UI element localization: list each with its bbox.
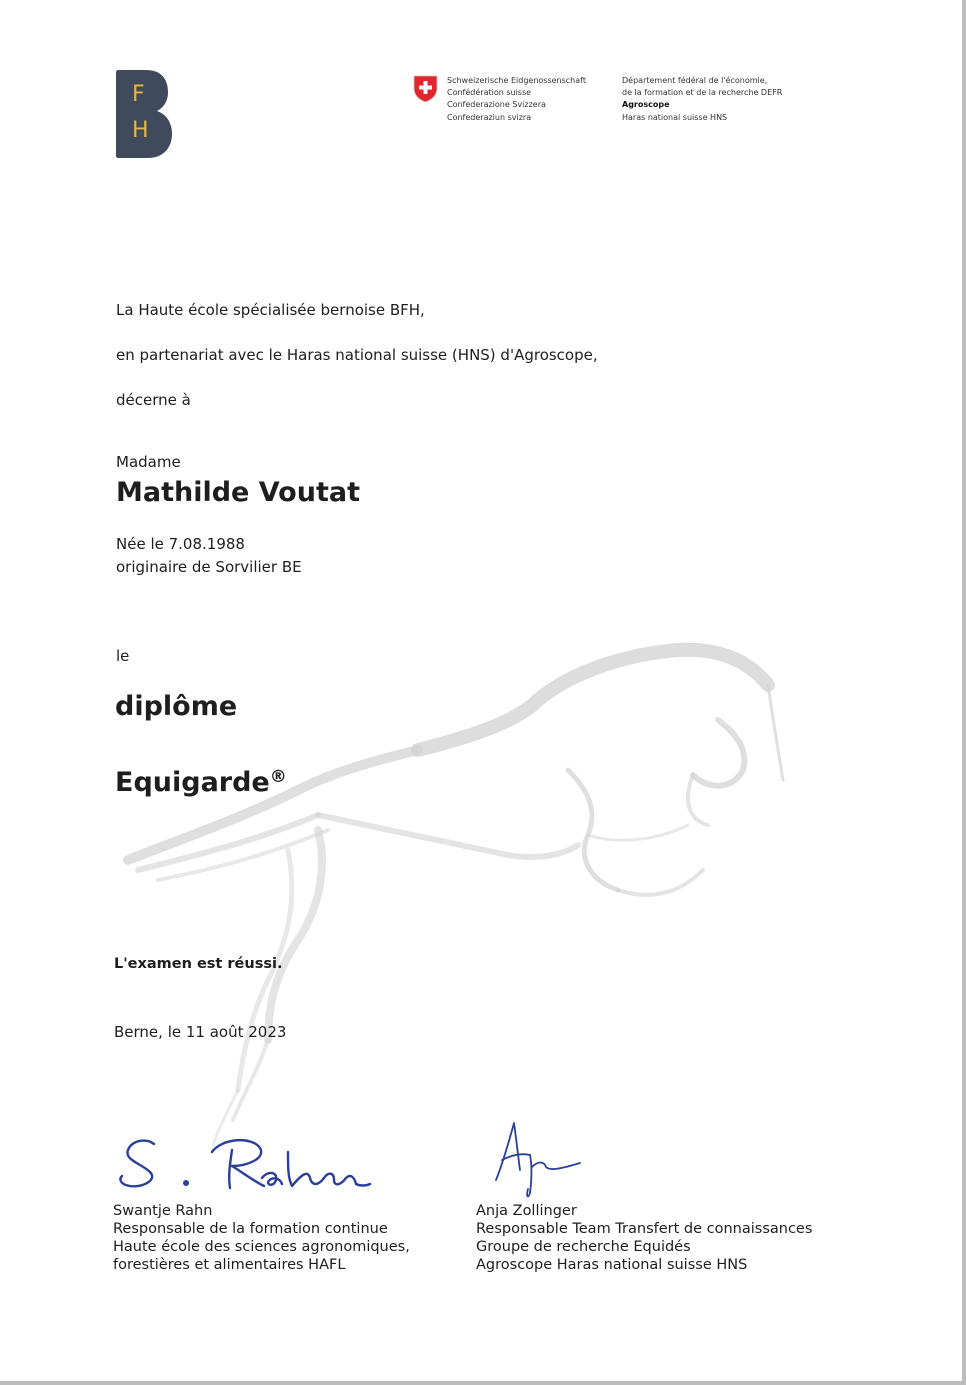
intro-line-partnership: en partenariat avec le Haras national suisse (HNS) d'Agroscope, (116, 346, 598, 364)
federal-name-de: Schweizerische Eidgenossenschaft (447, 76, 586, 85)
diploma-title-text: Equigarde (115, 767, 270, 798)
federal-name-rm: Confederaziun svizra (447, 112, 532, 122)
signatory-zollinger (476, 1202, 812, 1274)
intro-line-institution: La Haute école spécialisée bernoise BFH, (116, 301, 425, 319)
signatory-role: Responsable de la formation continue (113, 1221, 388, 1237)
bfh-logo-letter-f: F (132, 82, 145, 107)
federal-names (447, 75, 586, 124)
signatory-org-line-1: Groupe de recherche Equidés (476, 1239, 691, 1255)
signatory-org-line-1: Haute école des sciences agronomiques, (113, 1239, 410, 1255)
department-block (622, 75, 782, 124)
department-line-2: de la formation et de la recherche DEFR (622, 88, 783, 98)
signature-rahn (112, 1128, 382, 1198)
birth-date-line: Née le 7.08.1988 (116, 535, 245, 553)
signatory-name: Anja Zollinger (476, 1203, 577, 1219)
signatory-org-line-2: Agroscope Haras national suisse HNS (476, 1257, 748, 1273)
swiss-coat-of-arms-icon (413, 75, 438, 103)
signatory-org-line-2: forestières et alimentaires HAFL (113, 1257, 346, 1273)
origin-line: originaire de Sorvilier BE (116, 558, 302, 576)
signatory-role: Responsable Team Transfert de connaissances (476, 1221, 813, 1237)
diploma-title (115, 760, 287, 800)
article-le: le (116, 647, 130, 665)
diploma-word: diplôme (115, 691, 238, 722)
signatory-name: Swantje Rahn (113, 1203, 213, 1219)
registered-mark: ® (269, 767, 287, 787)
place-date: Berne, le 11 août 2023 (114, 1023, 287, 1041)
department-agroscope: Agroscope (622, 100, 670, 110)
federal-name-it: Confederazione Svizzera (447, 100, 546, 110)
salutation: Madame (116, 453, 181, 471)
recipient-name: Mathilde Voutat (116, 477, 360, 508)
signature-zollinger (488, 1115, 598, 1200)
bfh-logo-letter-h: H (132, 118, 149, 143)
bfh-logo (116, 70, 172, 158)
department-line-4: Haras national suisse HNS (622, 112, 728, 122)
signatory-rahn (113, 1202, 410, 1274)
federal-name-fr: Confédération suisse (447, 88, 532, 98)
department-line-1: Département fédéral de l'économie, (622, 76, 768, 85)
exam-result: L'examen est réussi. (114, 956, 283, 972)
intro-line-awards: décerne à (116, 391, 191, 409)
